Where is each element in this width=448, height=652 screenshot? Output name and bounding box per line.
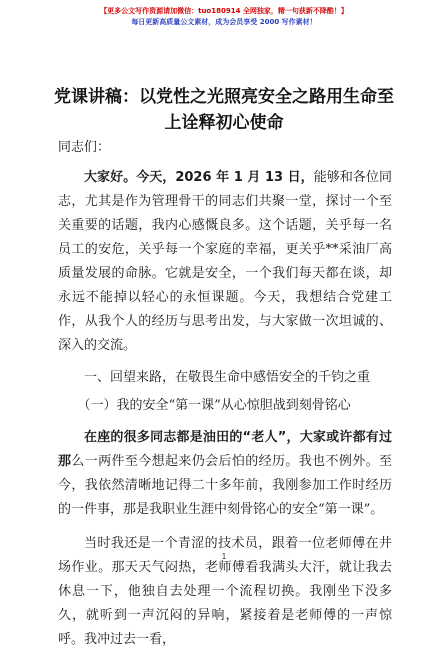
promo-banner-line1: 【更多公文写作资源请加微信：tuo180914 全网独家，精一句获新不降酷！】 (100, 7, 348, 15)
document-title-line1: 党课讲稿：以党性之光照亮安全之路用生命至 (54, 87, 394, 107)
document-title (0, 84, 448, 136)
paragraph-opening-text: 能够和各位同志，尤其是作为管理骨干的同志们共聚一堂，探讨一个至关重要的话题，我内心感慨良多。这个话题，关乎每一名员工的安危，关乎每一个家庭的幸福，更关乎**采油厂高质量发展的命脉。它就是安全，一个我们每天都在谈，却永远不能掉以轻心的永恒课题。今天，我想结合党建工作，从我个人的经历与思考出发，与大家做一次坦诚的、深入的交流。 (58, 170, 392, 353)
promo-banner-line2: 每日更新高质量公文素材，成为会员享受 2000 写作素材！ (131, 18, 317, 26)
paragraph-opening (58, 166, 392, 358)
document-title-line2: 上诠释初心使命 (164, 113, 284, 133)
document-body (58, 136, 392, 652)
section-heading-1: 一、回望来路，在敬畏生命中感悟安全的千钧之重 (84, 370, 371, 385)
paragraph-story-intro (58, 426, 392, 522)
paragraph-opening-lead: 大家好。今天，2026 年 1 月 13 日， (84, 170, 314, 185)
subsection-heading-1: （一）我的安全“第一课”从心惊胆战到刻骨铭心 (77, 398, 351, 413)
salutation: 同志们： (58, 140, 111, 155)
paragraph-story: 当时我还是一个青涩的技术员，跟着一位老师傅在井场作业。那天天气闷热，老师傅看我满头大汗，就让我去休息一下，他独自去处理一个流程切换。我刚坐下没多久，就听到一声沉闷的异响，紧接着是老师傅的一声惊呼。我冲过去一看， (58, 536, 392, 647)
page-number: 1 (221, 552, 227, 561)
paragraph-story-intro-lead: 在座的很多同志都是油田的“老人”，大家或许都有过那 (58, 430, 392, 469)
paragraph-story-intro-text: 么一两件至今想起来仍会后怕的经历。我也不例外。至今，我依然清晰地记得二十多年前，我刚参加工作时经历的一件事，那是我职业生涯中刻骨铭心的安全“第一课”。 (58, 454, 392, 517)
promo-banner (0, 6, 448, 28)
